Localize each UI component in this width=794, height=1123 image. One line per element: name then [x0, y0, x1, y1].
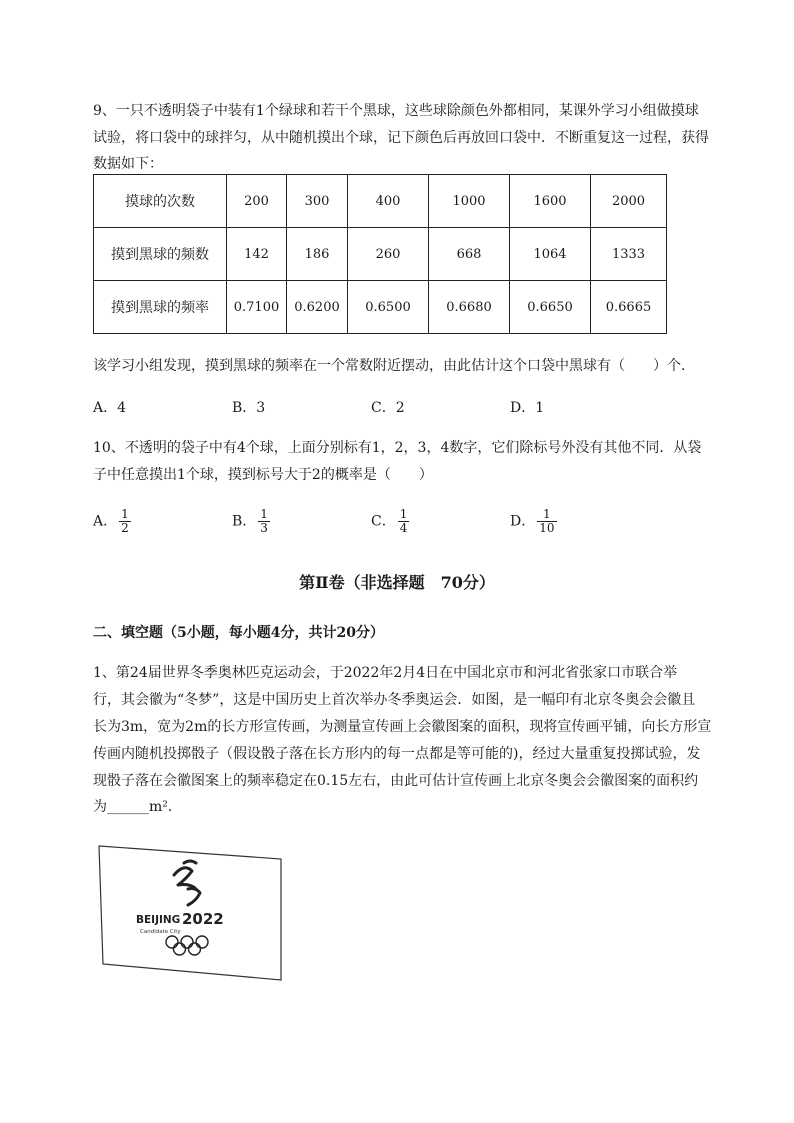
- q9-option-b[interactable]: B．3: [232, 400, 266, 416]
- row-label: 摸球的次数: [94, 175, 227, 228]
- q10-option-b[interactable]: [232, 508, 270, 535]
- table-row: [94, 175, 667, 228]
- q9-stem-end: 该学习小组发现，摸到黑球的频率在一个常数附近摆动，由此估计这个口袋中黑球有（ ）个．: [93, 358, 695, 374]
- q9-line-2: 试验，将口袋中的球拌匀，从中随机摸出个球，记下颜色后再放回口袋中．不断重复这一过程，获得: [93, 130, 709, 146]
- fill1-line-4: 传画内随机投掷骰子（假设骰子落在长方形内的每一点都是等可能的)，经过大量重复投掷试验，发: [93, 746, 701, 762]
- option-prefix: C．: [371, 513, 396, 530]
- logo-subtitle: Candidate City: [140, 929, 181, 935]
- fraction: [537, 508, 556, 535]
- table-cell: 0.6680: [429, 281, 510, 334]
- row-label: 摸到黑球的频率: [94, 281, 227, 334]
- q10-option-d[interactable]: [510, 508, 557, 535]
- fill1-line-2: 行，其会徽为“冬梦”，这是中国历史上首次举办冬季奥运会．如图，是一幅印有北京冬奥会会徽且: [93, 692, 696, 708]
- q10-option-a[interactable]: [93, 508, 131, 535]
- table-cell: 0.6500: [348, 281, 429, 334]
- table-cell: 0.6650: [510, 281, 591, 334]
- numerator: 1: [399, 507, 408, 521]
- table-cell: 668: [429, 228, 510, 281]
- q9-line-3: 数据如下：: [93, 156, 163, 172]
- denominator: 10: [539, 521, 555, 535]
- row-label: 摸到黑球的频数: [94, 228, 227, 281]
- q10-line-1: 10、不透明的袋子中有4个球，上面分别标有1，2，3，4数字，它们除标号外没有其他不同．从袋: [93, 440, 702, 456]
- table-cell: 186: [287, 228, 348, 281]
- q10-line-2: 子中任意摸出1个球，摸到标号大于2的概率是（ ）: [93, 467, 433, 483]
- denominator: 2: [121, 521, 129, 535]
- table-cell: 0.6200: [287, 281, 348, 334]
- q10-option-c[interactable]: [371, 508, 409, 535]
- table-row: [94, 228, 667, 281]
- section-subhead: 二、填空题（5小题，每小题4分，共计20分）: [93, 625, 384, 641]
- table-cell: 142: [227, 228, 287, 281]
- q9-option-c[interactable]: C．2: [371, 400, 405, 416]
- section-title: 第Ⅱ卷（非选择题 70分）: [299, 573, 495, 592]
- fraction: [258, 508, 270, 535]
- table-cell: 1600: [510, 175, 591, 228]
- beijing-2022-poster-image: [98, 845, 282, 981]
- table-row: [94, 281, 667, 334]
- table-cell: 0.7100: [227, 281, 287, 334]
- table-cell: 400: [348, 175, 429, 228]
- option-prefix: A．: [93, 513, 118, 530]
- option-prefix: D．: [510, 513, 536, 530]
- numerator: 1: [121, 507, 129, 521]
- table-cell: 200: [227, 175, 287, 228]
- table-cell: 2000: [591, 175, 667, 228]
- q9-option-d[interactable]: D．1: [510, 400, 545, 416]
- q9-data-table: [93, 174, 667, 334]
- q9-option-a[interactable]: A．4: [93, 400, 127, 416]
- table-cell: 260: [348, 228, 429, 281]
- table-cell: 1064: [510, 228, 591, 281]
- table-cell: 300: [287, 175, 348, 228]
- fill1-line-3: 长为3m，宽为2m的长方形宣传画，为测量宣传画上会徽图案的面积，现将宣传画平铺，向长方形宣: [93, 719, 712, 735]
- numerator: 1: [537, 508, 556, 522]
- fraction: [398, 508, 410, 535]
- logo-wordmark-left: BEIJING: [136, 914, 181, 926]
- table-cell: 0.6665: [591, 281, 667, 334]
- table-cell: 1000: [429, 175, 510, 228]
- q9-line-1: 9、一只不透明袋子中装有1个绿球和若干个黑球，这些球除颜色外都相同，某课外学习小组做摸球: [93, 103, 699, 119]
- option-prefix: B．: [232, 513, 257, 530]
- fill1-line-5: 现骰子落在会徽图案上的频率稳定在0.15左右，由此可估计宣传画上北京冬奥会会徽图案的面积约: [93, 773, 699, 789]
- fill1-line-1: 1、第24届世界冬季奥林匹克运动会，于2022年2月4日在中国北京市和河北省张家口市联合举: [93, 665, 678, 681]
- numerator: 1: [260, 507, 268, 521]
- denominator: 3: [260, 521, 268, 535]
- denominator: 4: [399, 521, 408, 535]
- fill1-line-6: 为______m²．: [93, 799, 182, 815]
- fraction: [119, 508, 131, 535]
- table-cell: 1333: [591, 228, 667, 281]
- logo-wordmark-right: 2022: [182, 910, 224, 928]
